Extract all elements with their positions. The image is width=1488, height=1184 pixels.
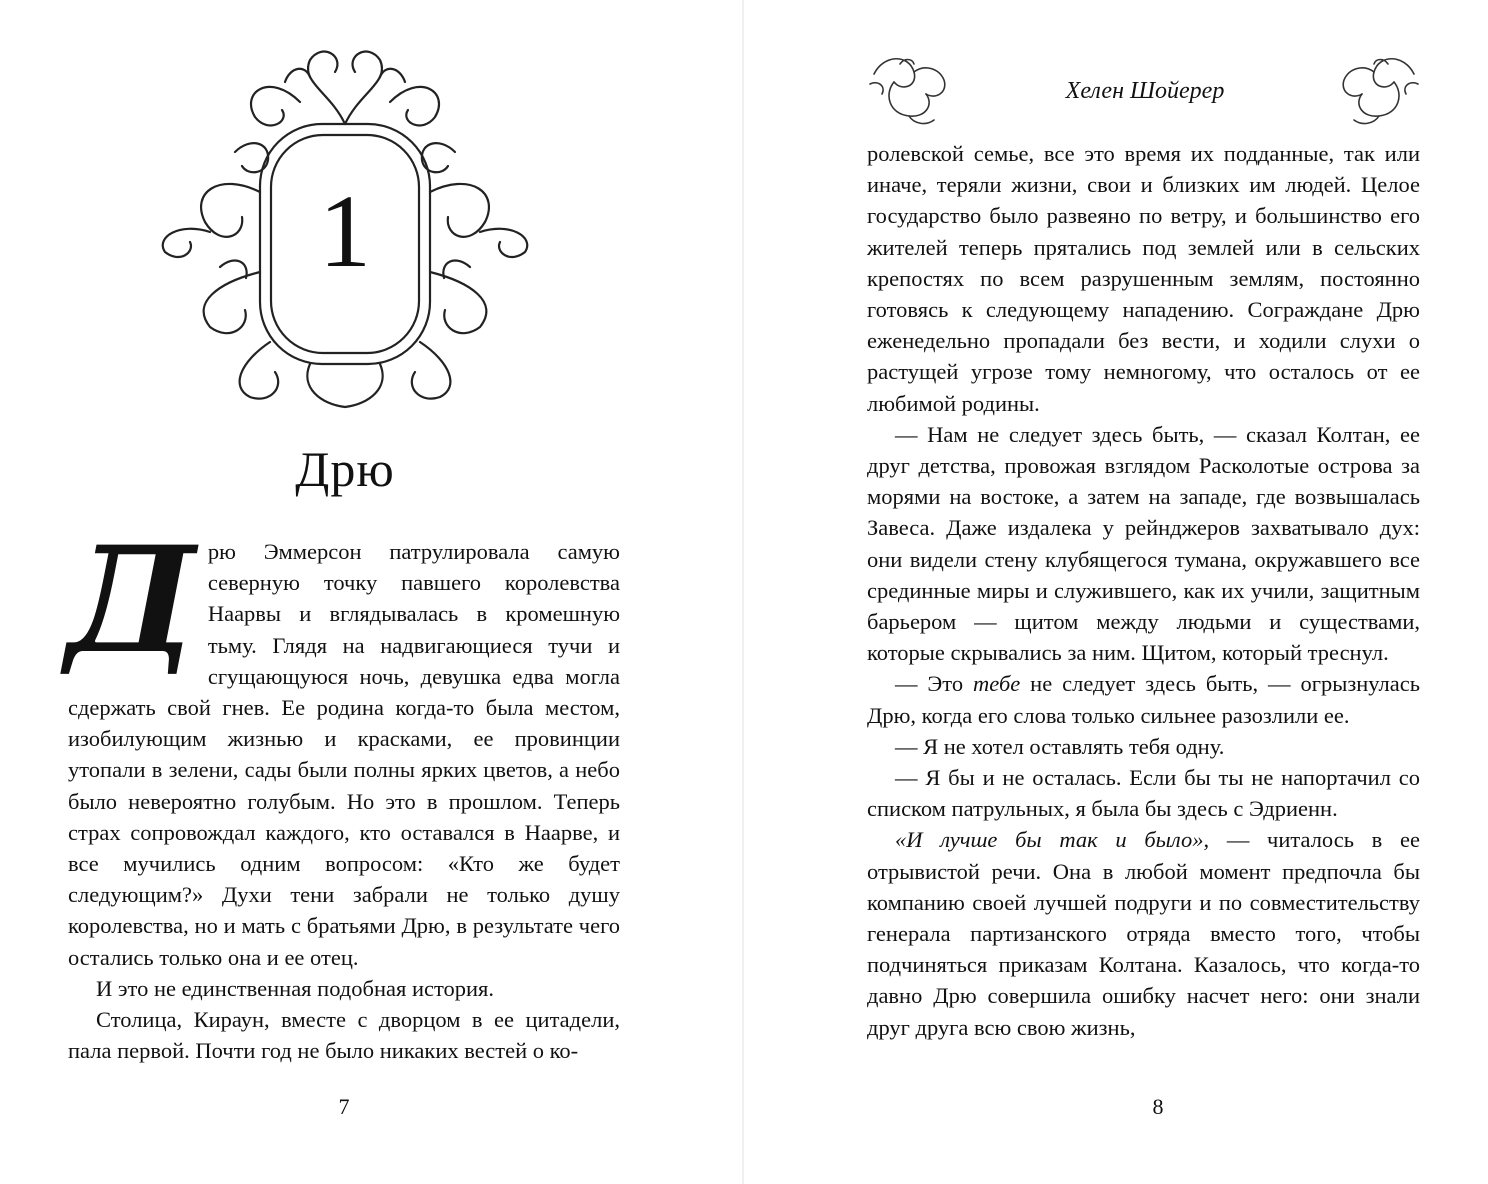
chapter-title: Дрю	[295, 441, 395, 497]
paragraph: — Я не хотел оставлять тебя одну.	[895, 733, 1225, 759]
paragraph	[867, 824, 1420, 1042]
emphasis: тебе	[973, 671, 1021, 697]
paragraph: — Я бы и не осталась. Если бы ты не напортачил со списком патрульных, я была бы здесь с Эдриенн.	[867, 765, 1420, 822]
emphasis: «И лучше бы так и было»	[895, 827, 1204, 853]
paragraph	[867, 668, 1420, 730]
left-body-text	[66, 515, 620, 1066]
paragraph-text: не следует здесь быть, — огрызнулась Дрю, когда его слова только сильнее разозлили ее.	[867, 671, 1420, 728]
paragraph: ролевской семье, все это время их подданные, так или иначе, теряли жизни, свои и близких им людей. Целое государство было развеяно по ветру, и большинство его жителей теперь прятались под землей или в сельских крепостях по всем разрушенным землям, постоянно готовясь к следующему нападению. Сограждане Дрю еженедельно пропадали без вести, и ходили слухи о растущей угрозе тому немногому, что осталось от ее любимой родины.	[867, 141, 1420, 416]
paragraph-text: , — читалось в ее отрывистой речи. Она в любой момент предпочла бы компанию своей лучшей подруги и по совместительству генерала партизанского отряда вместо того, чтобы подчиняться приказам Колтана. Казалось, что когда-то давно Дрю совершила ошибку насчет него: они знали друг друга всю свою жизнь,	[867, 827, 1420, 1040]
drop-cap: Д	[66, 515, 196, 686]
paragraph: И это не единственная подобная история.	[96, 975, 495, 1001]
header-flourish-right-icon	[1332, 44, 1424, 130]
paragraph-text: — Это	[895, 671, 973, 697]
right-body-text	[867, 138, 1420, 1043]
paragraph	[66, 515, 620, 973]
page-number: 7	[338, 1094, 350, 1119]
chapter-number: 1	[319, 174, 371, 289]
paragraph-text: рю Эммерсон патрулировала самую северную точку павшего королевства Наарвы и вглядывалась в кромешную тьму. Глядя на надвигающиеся тучи и сгущающуюся ночь, девушка едва могла сдержать свой гнев. Ее родина когда-то была местом, изобилующим жизнью и красками, ее провинции утопали в зелени, сады были полны ярких цветов, а небо было невероятно голубым. Но это в прошлом. Теперь страх сопровождал каждого, кто оставался в Наарве, и все мучились одним вопросом: «Кто же будет следующим?» Духи тени забрали не только душу королевства, но и мать с братьями Дрю, в результате чего остались только она и ее отец.	[68, 539, 620, 970]
running-head-author: Хелен Шойерер	[1065, 78, 1225, 104]
page-number: 8	[1152, 1094, 1164, 1119]
paragraph: Столица, Кираун, вместе с дворцом в ее цитадели, пала первой. Почти год не было никаких вестей о ко-	[68, 1007, 620, 1064]
paragraph: — Нам не следует здесь быть, — сказал Колтан, ее друг детства, провожая взглядом Расколотые острова за морями на востоке, а затем на западе, где возвышалась Завеса. Даже издалека у рейнджеров захватывало дух: они видели стену клубящегося тумана, окружавшего все срединные миры и служившего, как их учили, защитным барьером — щитом между людьми и существами, которые скрывались за ним. Щитом, который треснул.	[867, 421, 1420, 666]
header-flourish-left-icon	[864, 44, 956, 130]
